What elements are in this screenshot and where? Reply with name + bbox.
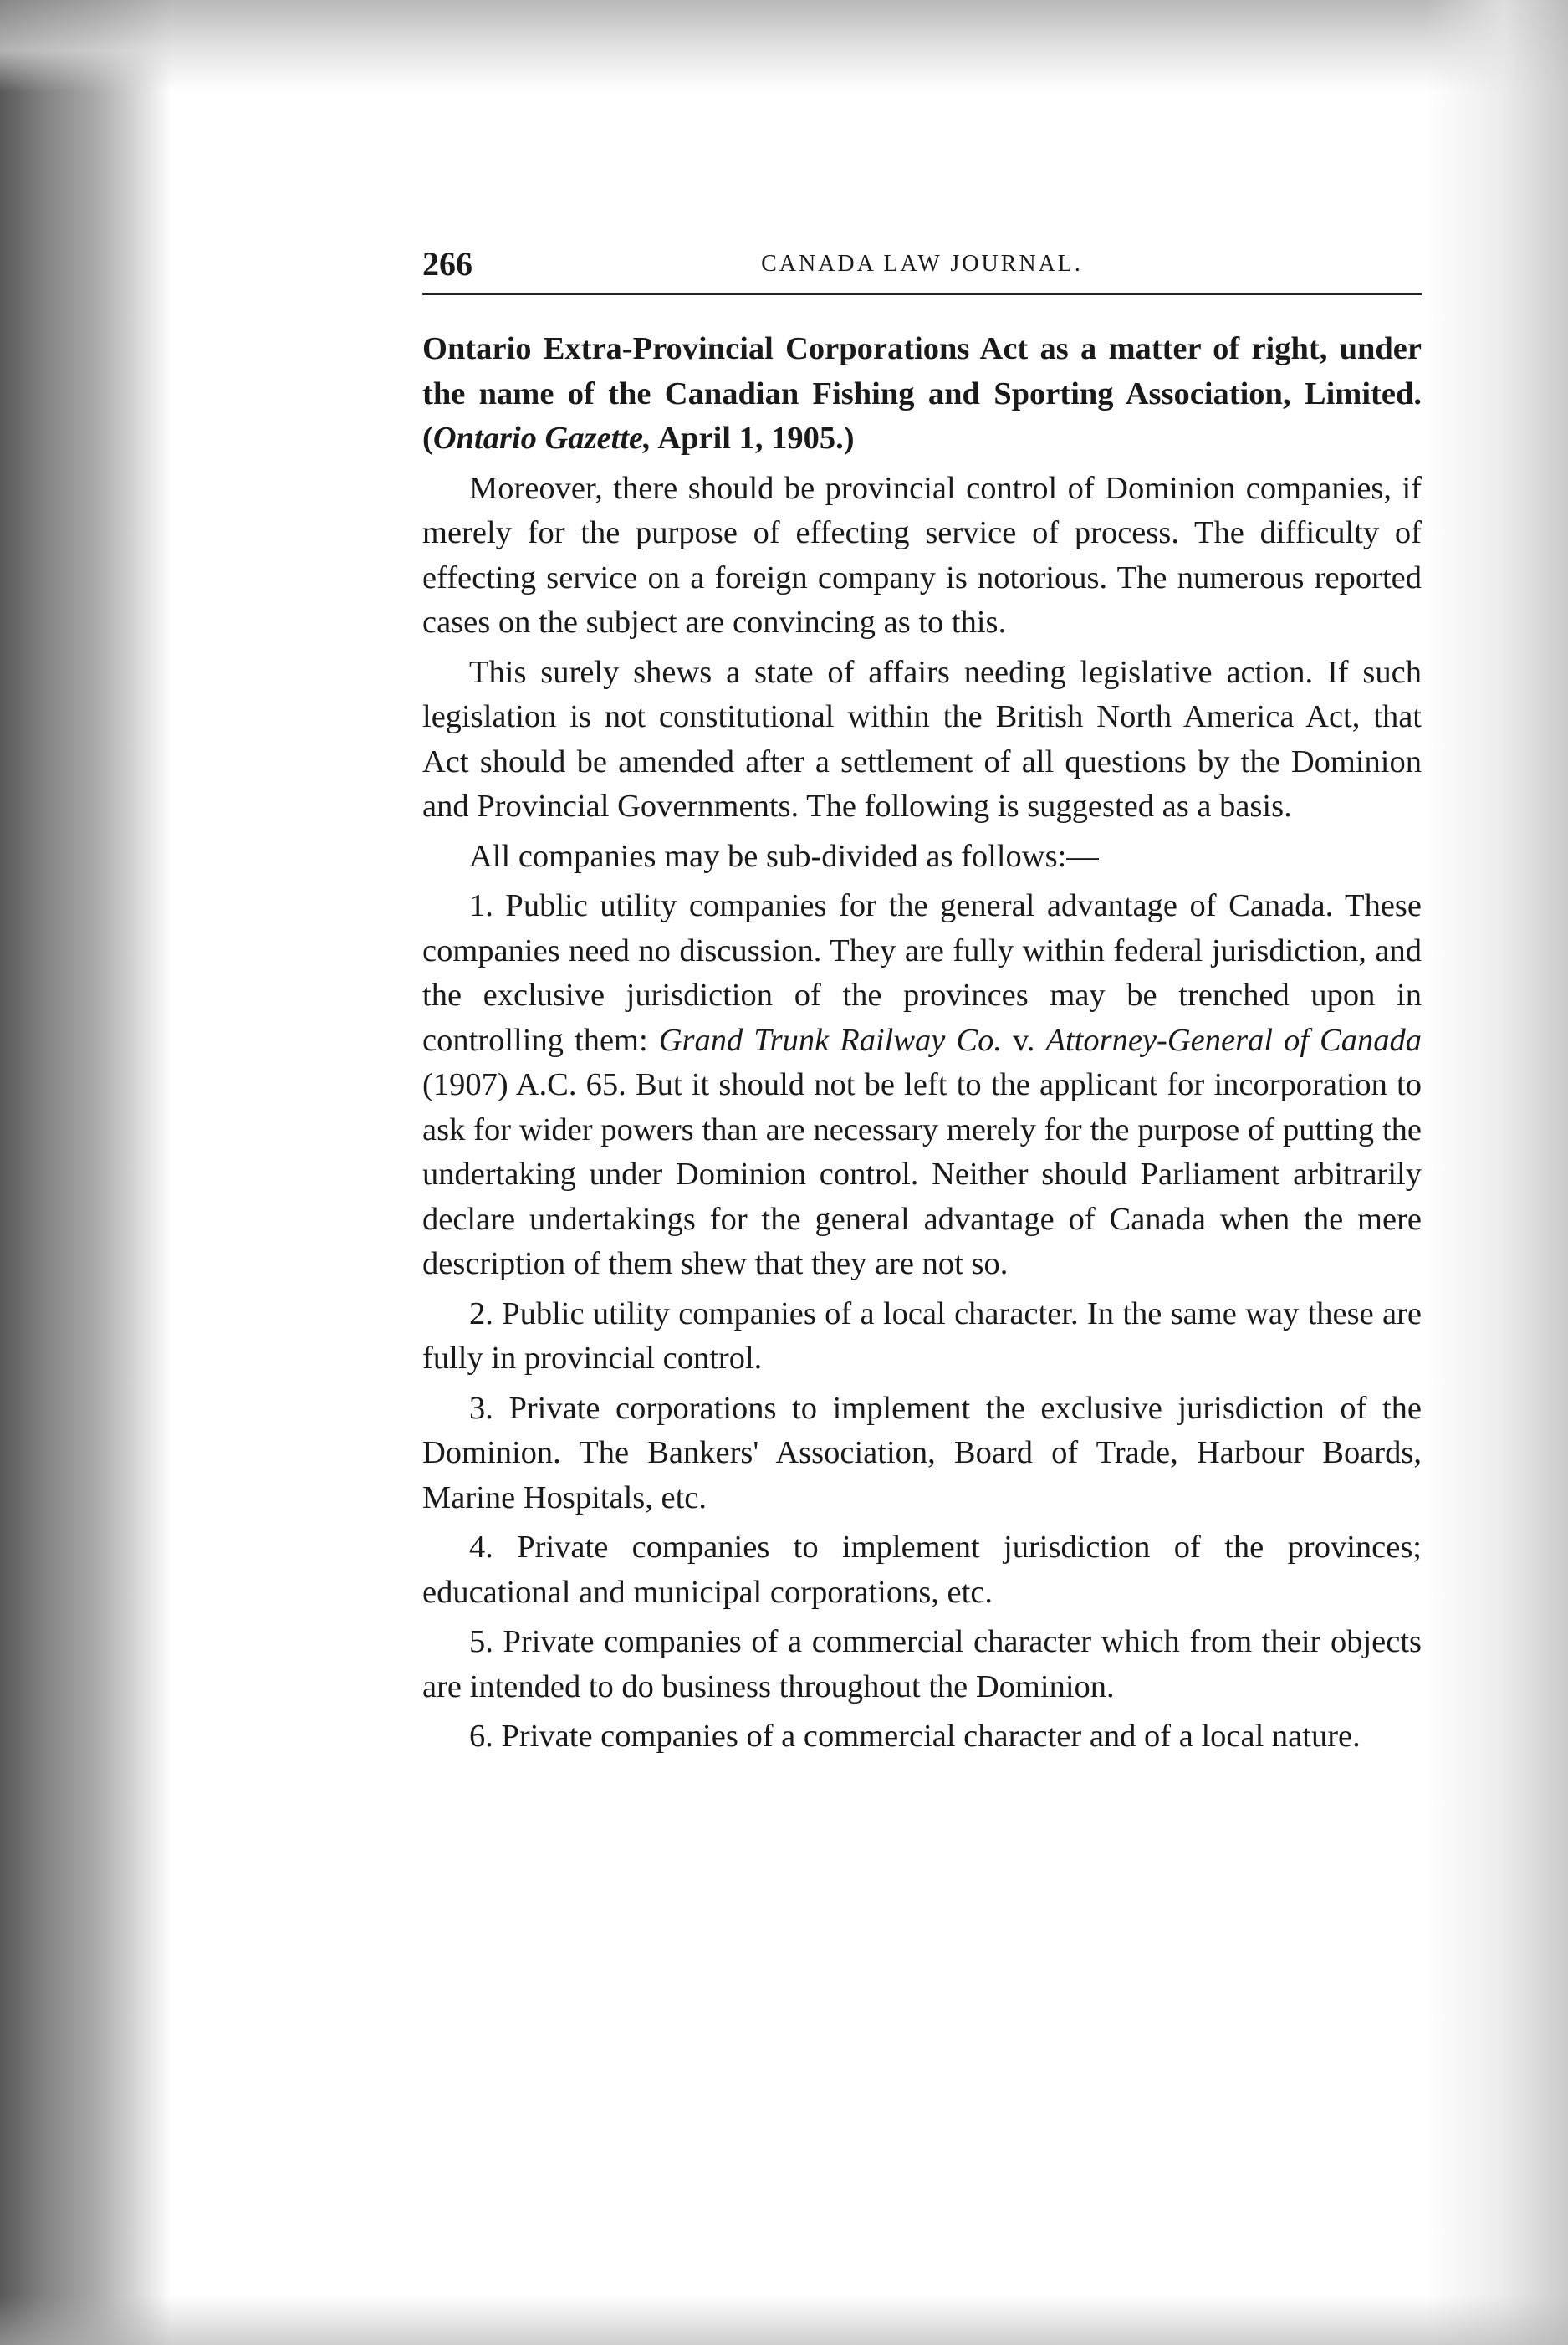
paragraph-text: April 1, 1905.) bbox=[651, 421, 855, 456]
list-item-3: 3. Private corporations to implement the exclusive jurisdiction of the Dominion. The Bankers' Association, Board of Trade, Harbour Boards, Marine Hospitals, etc. bbox=[422, 1390, 1422, 1515]
paragraph: This surely shews a state of affairs needing legislative action. If such legislation is not constitutional within the British North America Act, that Act should be amended after a settlement of all questions by the Dominion and Provincial Governments. The following is suggested as a basis. bbox=[422, 654, 1422, 824]
list-item-1 bbox=[422, 884, 1422, 1287]
paragraph: Moreover, there should be provincial control of Dominion companies, if merely for the purpose of effecting service of process. The difficulty of effecting service on a foreign company is notorious. The numerous reported cases on the subject are convincing as to this. bbox=[422, 470, 1422, 640]
scan-top-shadow bbox=[0, 0, 1568, 92]
page-content bbox=[422, 243, 1422, 1760]
list-item-2: 2. Public utility companies of a local character. In the same way these are fully in provincial control. bbox=[422, 1295, 1422, 1376]
running-header bbox=[422, 243, 1422, 295]
scan-bottom-shadow bbox=[0, 2295, 1568, 2345]
scan-binding-shadow bbox=[0, 0, 171, 2345]
case-name-italic: Attorney-General of Canada bbox=[1045, 1022, 1422, 1058]
paragraph: All companies may be sub-divided as follows:— bbox=[469, 838, 1099, 874]
paragraph-text: 1. Public utility companies for the general advantage of Canada. These companies need no discussion. They are fully within federal jurisdiction, and the exclusive jurisdiction of the provinces may be trenched upon in controlling them: bbox=[422, 888, 1422, 1058]
list-item-4: 4. Private companies to implement jurisdiction of the provinces; educational and municipal corporations, etc. bbox=[422, 1530, 1422, 1610]
paragraph-continuation bbox=[422, 327, 1422, 462]
paragraph-text: v. bbox=[1002, 1022, 1046, 1058]
list-item-6: 6. Private companies of a commercial character and of a local nature. bbox=[469, 1719, 1361, 1754]
case-name-italic: Grand Trunk Railway Co. bbox=[658, 1022, 1002, 1058]
page-number: 266 bbox=[422, 245, 472, 283]
scan-right-shadow bbox=[1426, 0, 1568, 2345]
list-item-5: 5. Private companies of a commercial character which from their objects are intended to do business throughout the Dominion. bbox=[422, 1624, 1422, 1704]
paragraph-text: (1907) A.C. 65. But it should not be left to the applicant for incorporation to ask for wider powers than are necessary merely for the purpose of putting the undertaking under Dominion control. Neither should Parliament arbitrarily declare undertakings for the general advantage of Canada when the mere description of them shew that they are not so. bbox=[422, 1067, 1422, 1281]
paragraph-text: Ontario Extra-Provincial Corporations Act as a matter of right, under the name of the Canadian Fishing and Sporting Association, Limited. ( bbox=[422, 331, 1422, 456]
citation-italic: Ontario Gazette, bbox=[432, 421, 651, 456]
running-title: CANADA LAW JOURNAL. bbox=[761, 251, 1083, 277]
